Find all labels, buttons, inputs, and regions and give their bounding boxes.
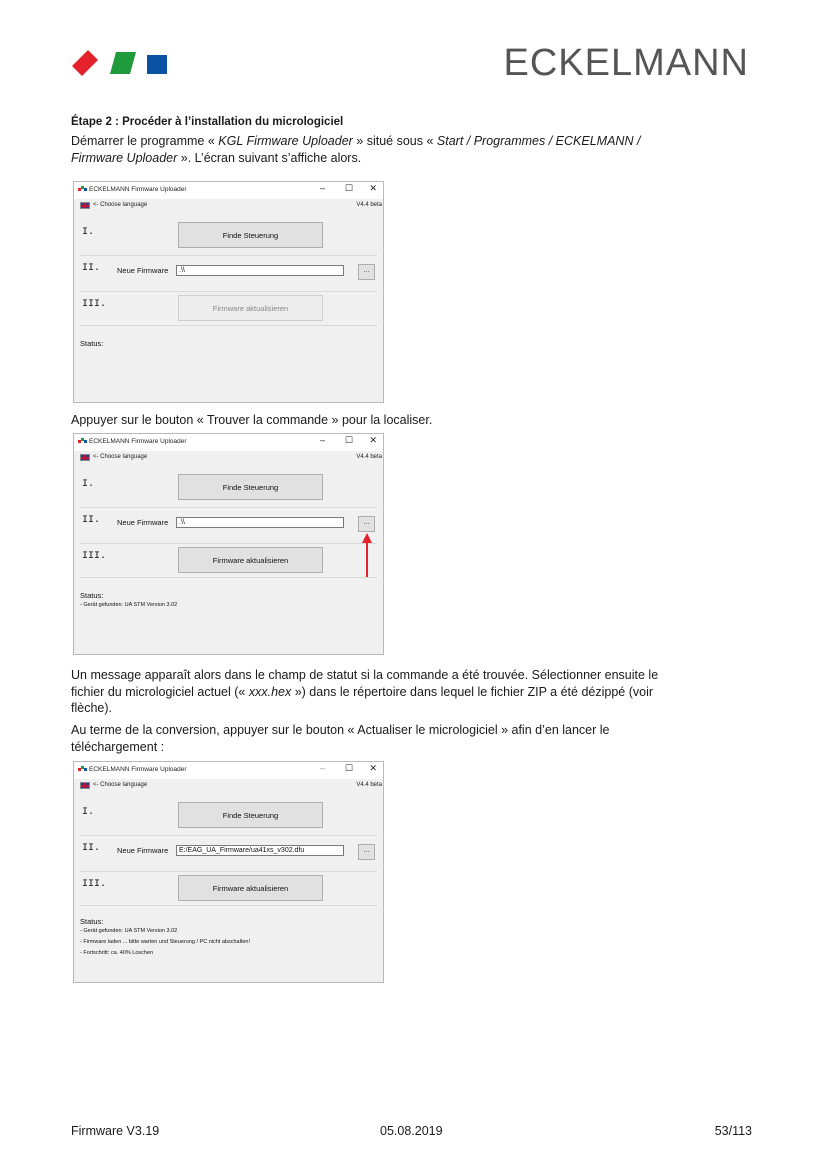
update-instruction: Au terme de la conversion, appuyer sur le bouton « Actualiser le micrologiciel » afin d’en lancer le téléchargement : bbox=[71, 723, 610, 754]
step-2-label: II. bbox=[82, 263, 101, 274]
uk-flag-icon[interactable] bbox=[80, 782, 90, 789]
browse-button[interactable]: ... bbox=[358, 844, 375, 860]
update-firmware-button[interactable]: Firmware aktualisieren bbox=[178, 547, 323, 573]
new-firmware-label: Neue Firmware bbox=[117, 266, 169, 275]
window-title: ECKELMANN Firmware Uploader bbox=[89, 186, 187, 193]
footer-date: 05.08.2019 bbox=[380, 1124, 443, 1138]
intro-paragraph: Démarrer le programme « KGL Firmware Uploader » situé sous « Start / Programmes / ECKELMANN / Firmware Uploader ». L’écran suivant s’affiche alors. bbox=[71, 134, 641, 165]
maximize-icon[interactable]: ☐ bbox=[344, 763, 353, 773]
firmware-path-input[interactable]: .\\ bbox=[176, 265, 344, 276]
uk-flag-icon[interactable] bbox=[80, 454, 90, 461]
new-firmware-label: Neue Firmware bbox=[117, 518, 169, 527]
separator bbox=[80, 871, 377, 872]
close-icon[interactable]: ✕ bbox=[369, 763, 377, 773]
section-heading: Étape 2 : Procéder à l’installation du micrologiciel bbox=[71, 116, 344, 128]
uk-flag-icon[interactable] bbox=[80, 202, 90, 209]
footer-page-number: 53/113 bbox=[714, 1124, 752, 1138]
version-label: V4.4 beta bbox=[356, 454, 382, 460]
version-label: V4.4 beta bbox=[356, 782, 382, 788]
title-bar bbox=[74, 182, 383, 199]
firmware-uploader-window-1 bbox=[73, 181, 384, 403]
step-1-label: I. bbox=[82, 227, 95, 238]
browse-button[interactable]: ... bbox=[358, 264, 375, 280]
minimize-icon[interactable]: – bbox=[319, 435, 325, 445]
step-3-label: III. bbox=[82, 879, 107, 890]
separator bbox=[80, 543, 377, 544]
separator bbox=[80, 577, 377, 578]
step-1-label: I. bbox=[82, 807, 95, 818]
update-firmware-button[interactable]: Firmware aktualisieren bbox=[178, 875, 323, 901]
eckelmann-logo-icon bbox=[72, 46, 168, 80]
separator bbox=[80, 291, 377, 292]
title-bar bbox=[74, 434, 383, 451]
firmware-path-input[interactable]: E:/EAG_UA_Firmware/ua41xs_v302.dfu bbox=[176, 845, 344, 856]
status-label: Status: bbox=[80, 591, 104, 600]
app-icon bbox=[78, 438, 87, 446]
step-3-label: III. bbox=[82, 299, 107, 310]
language-row bbox=[74, 779, 383, 793]
choose-language-label: <- Choose language bbox=[93, 454, 148, 460]
status-line: - Gerät gefunden: UA STM Version 3.02 bbox=[80, 928, 178, 934]
minimize-icon[interactable]: – bbox=[319, 183, 325, 193]
firmware-uploader-window-2 bbox=[73, 433, 384, 655]
maximize-icon[interactable]: ☐ bbox=[344, 183, 353, 193]
choose-language-label: <- Choose language bbox=[93, 782, 148, 788]
app-icon bbox=[78, 766, 87, 774]
status-label: Status: bbox=[80, 339, 104, 348]
separator bbox=[80, 325, 377, 326]
browse-button[interactable]: ... bbox=[358, 516, 375, 532]
version-label: V4.4 beta bbox=[356, 202, 382, 208]
separator bbox=[80, 255, 377, 256]
separator bbox=[80, 835, 377, 836]
new-firmware-label: Neue Firmware bbox=[117, 846, 169, 855]
step-3-label: III. bbox=[82, 551, 107, 562]
language-row bbox=[74, 199, 383, 213]
title-bar bbox=[74, 762, 383, 779]
status-label: Status: bbox=[80, 917, 104, 926]
separator bbox=[80, 905, 377, 906]
minimize-icon[interactable]: – bbox=[319, 763, 325, 773]
choose-language-label: <- Choose language bbox=[93, 202, 148, 208]
window-title: ECKELMANN Firmware Uploader bbox=[89, 438, 187, 445]
step-2-label: II. bbox=[82, 843, 101, 854]
step-2-label: II. bbox=[82, 515, 101, 526]
window-title: ECKELMANN Firmware Uploader bbox=[89, 766, 187, 773]
status-explanation: Un message apparaît alors dans le champ de statut si la commande a été trouvée. Sélectionner ensuite le fichier du micrologiciel actuel (« xxx.hex ») dans le répertoire dans lequel le fichier ZIP a été dézippé (voir flèche). bbox=[71, 668, 659, 715]
update-firmware-button[interactable]: Firmware aktualisieren bbox=[178, 295, 323, 321]
status-line: - Fortschritt: ca. 40% Loschen bbox=[80, 950, 154, 956]
maximize-icon[interactable]: ☐ bbox=[344, 435, 353, 445]
find-controller-button[interactable]: Finde Steuerung bbox=[178, 474, 323, 500]
find-instruction: Appuyer sur le bouton « Trouver la commande » pour la localiser. bbox=[71, 413, 433, 427]
footer-document-version: Firmware V3.19 bbox=[71, 1124, 160, 1138]
brand-name: ECKELMANN bbox=[503, 42, 749, 84]
separator bbox=[80, 507, 377, 508]
close-icon[interactable]: ✕ bbox=[369, 183, 377, 193]
status-line: - Firmware laden ... bitte warten und Steuerung / PC nicht abschalten! bbox=[80, 939, 250, 945]
find-controller-button[interactable]: Finde Steuerung bbox=[178, 222, 323, 248]
step-1-label: I. bbox=[82, 479, 95, 490]
red-arrow-icon bbox=[362, 533, 372, 577]
app-icon bbox=[78, 186, 87, 194]
firmware-path-input[interactable]: .\\ bbox=[176, 517, 344, 528]
find-controller-button[interactable]: Finde Steuerung bbox=[178, 802, 323, 828]
language-row bbox=[74, 451, 383, 465]
firmware-uploader-window-3 bbox=[73, 761, 384, 983]
close-icon[interactable]: ✕ bbox=[369, 435, 377, 445]
status-line: - Gerät gefunden: UA STM Version 3.02 bbox=[80, 602, 178, 608]
